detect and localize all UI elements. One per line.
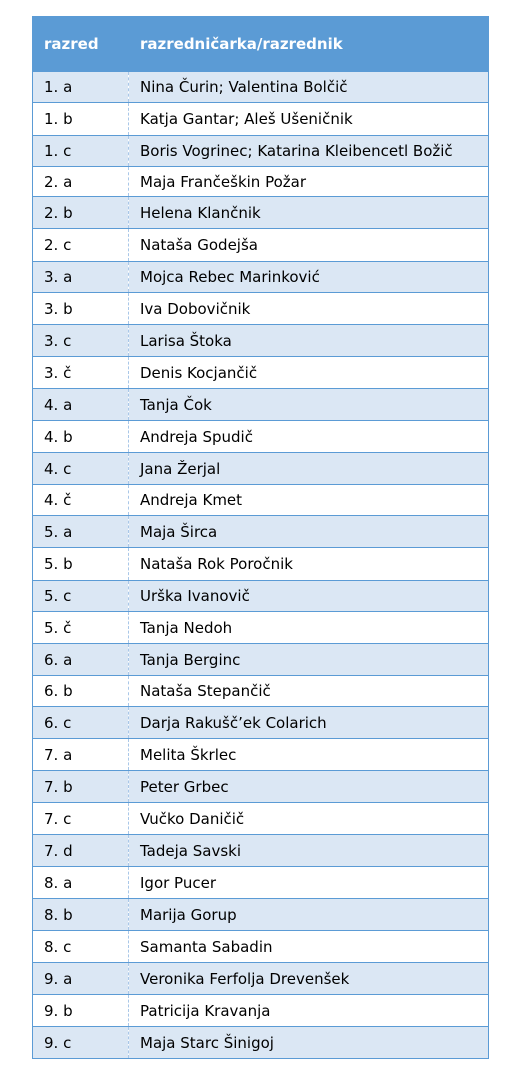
teacher-cell: Darja Rakušč’ek Colarich — [129, 707, 489, 739]
class-cell: 7. d — [33, 835, 129, 867]
class-cell: 9. a — [33, 963, 129, 995]
teacher-cell: Mojca Rebec Marinković — [129, 262, 489, 293]
table-row — [33, 612, 489, 644]
table-row — [33, 739, 489, 771]
teacher-cell: Tadeja Savski — [129, 835, 489, 867]
table-row — [33, 293, 489, 325]
teacher-cell: Larisa Štoka — [129, 325, 489, 357]
class-cell: 3. č — [33, 357, 129, 389]
table-row — [33, 136, 489, 167]
class-cell: 8. b — [33, 899, 129, 931]
teacher-cell: Nataša Stepančič — [129, 676, 489, 707]
class-cell: 7. b — [33, 771, 129, 803]
table-row — [33, 325, 489, 357]
teacher-cell: Veronika Ferfolja Drevenšek — [129, 963, 489, 995]
class-cell: 3. c — [33, 325, 129, 357]
table-row — [33, 931, 489, 963]
table-row — [33, 548, 489, 581]
table-row — [33, 197, 489, 229]
class-cell: 5. c — [33, 581, 129, 612]
table-row — [33, 581, 489, 612]
table-row — [33, 803, 489, 835]
table-row — [33, 867, 489, 899]
teacher-cell: Tanja Berginc — [129, 644, 489, 676]
class-cell: 9. c — [33, 1027, 129, 1059]
teacher-cell: Jana Žerjal — [129, 453, 489, 485]
table-row — [33, 262, 489, 293]
table-row — [33, 389, 489, 421]
class-cell: 3. b — [33, 293, 129, 325]
teacher-cell: Boris Vogrinec; Katarina Kleibencetl Božič — [129, 136, 489, 167]
class-cell: 2. c — [33, 229, 129, 262]
table-body — [33, 72, 489, 1059]
header-class-teacher: razredničarka/razrednik — [129, 17, 489, 72]
class-cell: 4. č — [33, 485, 129, 516]
teacher-cell: Peter Grbec — [129, 771, 489, 803]
table-row — [33, 357, 489, 389]
teacher-cell: Tanja Čok — [129, 389, 489, 421]
table-row — [33, 167, 489, 197]
table-row — [33, 995, 489, 1027]
teacher-cell: Patricija Kravanja — [129, 995, 489, 1027]
teacher-cell: Samanta Sabadin — [129, 931, 489, 963]
teacher-cell: Maja Širca — [129, 516, 489, 548]
table-row — [33, 72, 489, 103]
class-cell: 6. a — [33, 644, 129, 676]
class-cell: 3. a — [33, 262, 129, 293]
class-cell: 6. c — [33, 707, 129, 739]
class-teachers-table-container — [32, 16, 488, 1059]
class-cell: 5. č — [33, 612, 129, 644]
teacher-cell: Andreja Spudič — [129, 421, 489, 453]
table-header-row — [33, 17, 489, 72]
table-row — [33, 771, 489, 803]
class-cell: 4. b — [33, 421, 129, 453]
teacher-cell: Igor Pucer — [129, 867, 489, 899]
class-cell: 5. b — [33, 548, 129, 581]
table-row — [33, 421, 489, 453]
teacher-cell: Iva Dobovičnik — [129, 293, 489, 325]
class-cell: 7. c — [33, 803, 129, 835]
teacher-cell: Vučko Daničič — [129, 803, 489, 835]
class-cell: 7. a — [33, 739, 129, 771]
class-cell: 4. a — [33, 389, 129, 421]
teacher-cell: Melita Škrlec — [129, 739, 489, 771]
class-cell: 2. a — [33, 167, 129, 197]
class-cell: 1. c — [33, 136, 129, 167]
class-cell: 5. a — [33, 516, 129, 548]
class-cell: 8. a — [33, 867, 129, 899]
class-cell: 6. b — [33, 676, 129, 707]
class-cell: 8. c — [33, 931, 129, 963]
table-row — [33, 676, 489, 707]
table-row — [33, 899, 489, 931]
class-teachers-table — [32, 16, 489, 1059]
teacher-cell: Denis Kocjančič — [129, 357, 489, 389]
teacher-cell: Nina Čurin; Valentina Bolčič — [129, 72, 489, 103]
class-cell: 1. b — [33, 103, 129, 136]
class-cell: 2. b — [33, 197, 129, 229]
table-row — [33, 516, 489, 548]
teacher-cell: Maja Starc Šinigoj — [129, 1027, 489, 1059]
table-row — [33, 485, 489, 516]
teacher-cell: Helena Klančnik — [129, 197, 489, 229]
teacher-cell: Andreja Kmet — [129, 485, 489, 516]
header-class: razred — [33, 17, 129, 72]
table-row — [33, 1027, 489, 1059]
teacher-cell: Tanja Nedoh — [129, 612, 489, 644]
table-row — [33, 707, 489, 739]
table-row — [33, 963, 489, 995]
table-row — [33, 453, 489, 485]
table-row — [33, 229, 489, 262]
class-cell: 1. a — [33, 72, 129, 103]
class-cell: 9. b — [33, 995, 129, 1027]
table-row — [33, 644, 489, 676]
teacher-cell: Urška Ivanovič — [129, 581, 489, 612]
teacher-cell: Nataša Godejša — [129, 229, 489, 262]
class-cell: 4. c — [33, 453, 129, 485]
table-row — [33, 835, 489, 867]
table-row — [33, 103, 489, 136]
teacher-cell: Katja Gantar; Aleš Ušeničnik — [129, 103, 489, 136]
teacher-cell: Marija Gorup — [129, 899, 489, 931]
teacher-cell: Nataša Rok Poročnik — [129, 548, 489, 581]
teacher-cell: Maja Frančeškin Požar — [129, 167, 489, 197]
